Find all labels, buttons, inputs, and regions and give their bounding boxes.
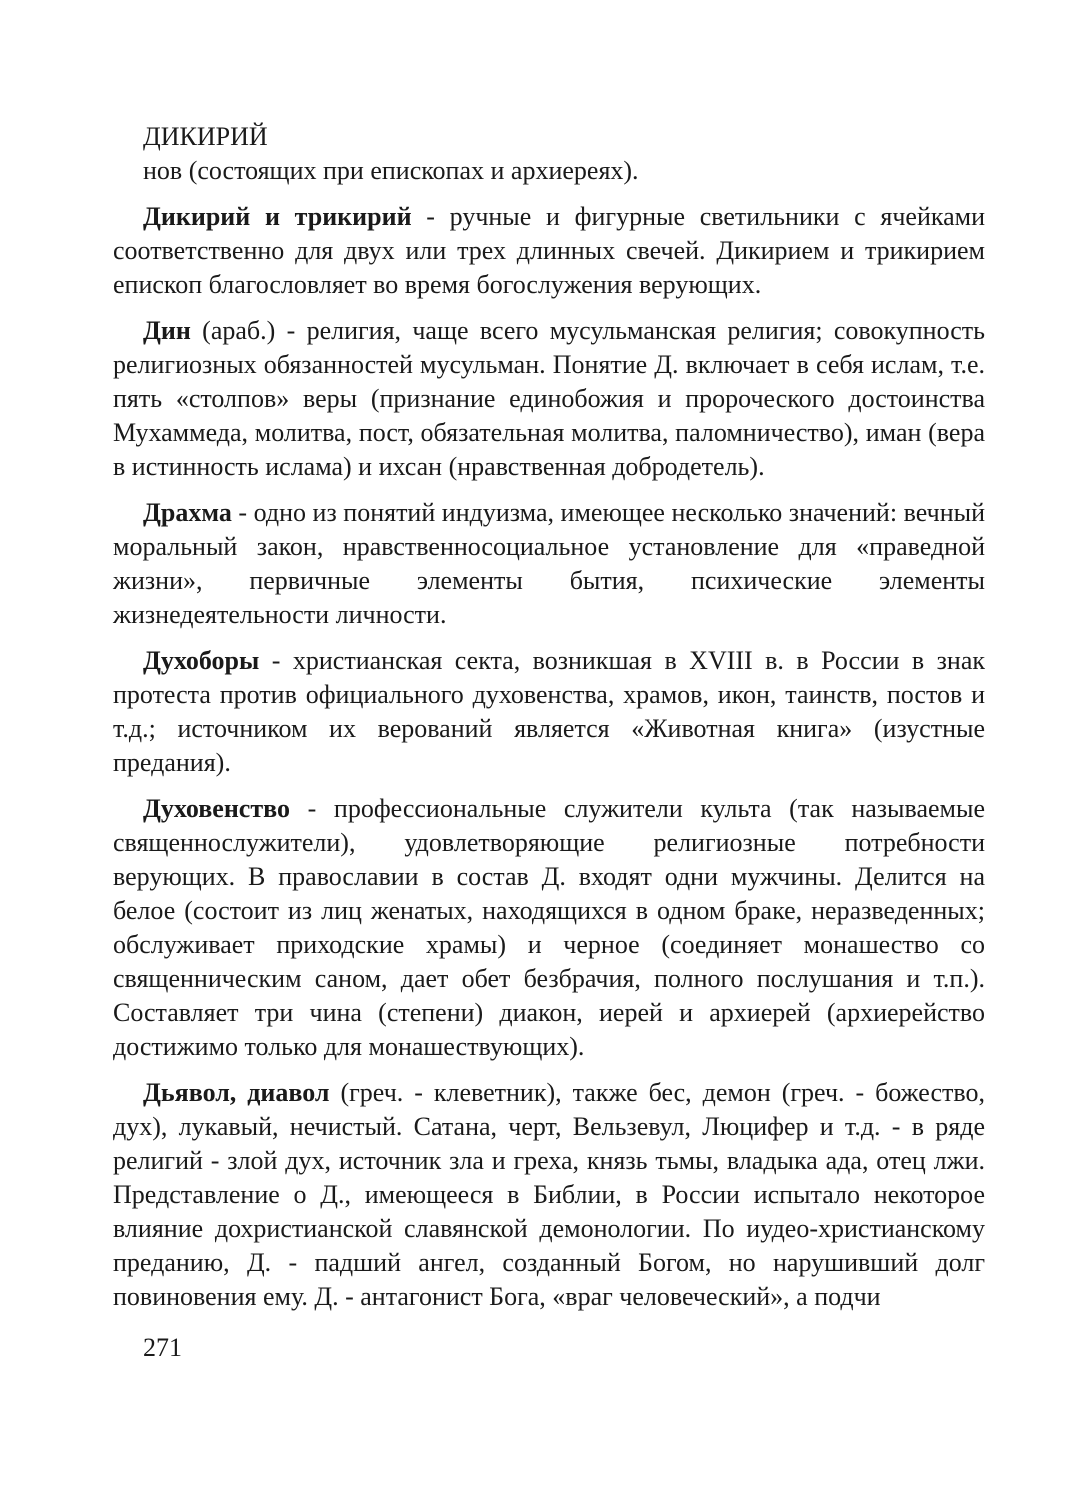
entry-dukhovenstvo [113, 792, 985, 1064]
entry-term: Дикирий и трикирий [143, 202, 412, 231]
entry-text: - христианская секта, возникшая в XVIII в. в России в знак протеста против официального духовенства, храмов, икон, таинств, постов и т.д.; источником их верований является «Животная книга» (изустные предания). [113, 646, 985, 777]
entry-drakhma [113, 496, 985, 632]
page-body [113, 120, 985, 1314]
entry-din [113, 314, 985, 484]
entry-text: (араб.) - религия, чаще всего мусульманская религия; совокупность религиозных обязанностей мусульман. Понятие Д. включает в себя ислам, т.е. пять «столпов» веры (признание единобожия и пророческого достоинства Мухаммеда, молитва, пост, обязательная молитва, паломничество), иман (вера в истинность ислама) и ихсан (нравственная добродетель). [113, 316, 985, 481]
entry-dukhobory [113, 644, 985, 780]
continuation-text: нов (состоящих при епископах и архиереях). [143, 156, 639, 185]
entry-term: Духоборы [143, 646, 260, 675]
entry-term: Дьявол, диавол [143, 1078, 330, 1107]
entry-term: Дин [143, 316, 191, 345]
entry-text: - ручные и фигурные светильники с ячейками соответственно для двух или трех длинных свечей. Дикирием и трикирием епископ благословляет во время богослужения верующих. [113, 202, 985, 299]
entry-text: (греч. - клеветник), также бес, демон (греч. - божество, дух), лукавый, нечистый. Сатана, черт, Вельзевул, Люцифер и т.д. - в ряде религий - злой дух, источник зла и греха, князь тьмы, владыка ада, отец лжи. Представление о Д., имеющееся в Библии, в России испытало некоторое влияние дохристианской славянской демонологии. По иудео-христианскому преданию, Д. - падший ангел, созданный Богом, но нарушивший долг повиновения ему. Д. - антагонист Бога, «враг человеческий», а подчи [113, 1078, 985, 1311]
entry-term: Драхма [143, 498, 232, 527]
entry-text: - одно из понятий индуизма, имеющее несколько значений: вечный моральный закон, нравственносоциальное установление для «праведной жизни», первичные элементы бытия, психические элементы жизнедеятельности личности. [113, 498, 985, 629]
entry-text: - профессиональные служители культа (так называемые священнослужители), удовлетворяющие религиозные потребности верующих. В православии в состав Д. входят одни мужчины. Делится на белое (состоит из лиц женатых, находящихся в одном браке, неразведенных; обслуживает приходские храмы) и черное (соединяет монашество со священническим саном, дает обет безбрачия, полного послушания и т.п.). Составляет три чина (степени) диакон, иерей и архиерей (архиерейство достижимо только для монашествующих). [113, 794, 985, 1061]
entry-term: Духовенство [143, 794, 290, 823]
entry-dyavol [113, 1076, 985, 1314]
entry-dikiriy [113, 200, 985, 302]
page-number: 271 [143, 1333, 182, 1362]
running-head: ДИКИРИЙ [143, 122, 268, 151]
